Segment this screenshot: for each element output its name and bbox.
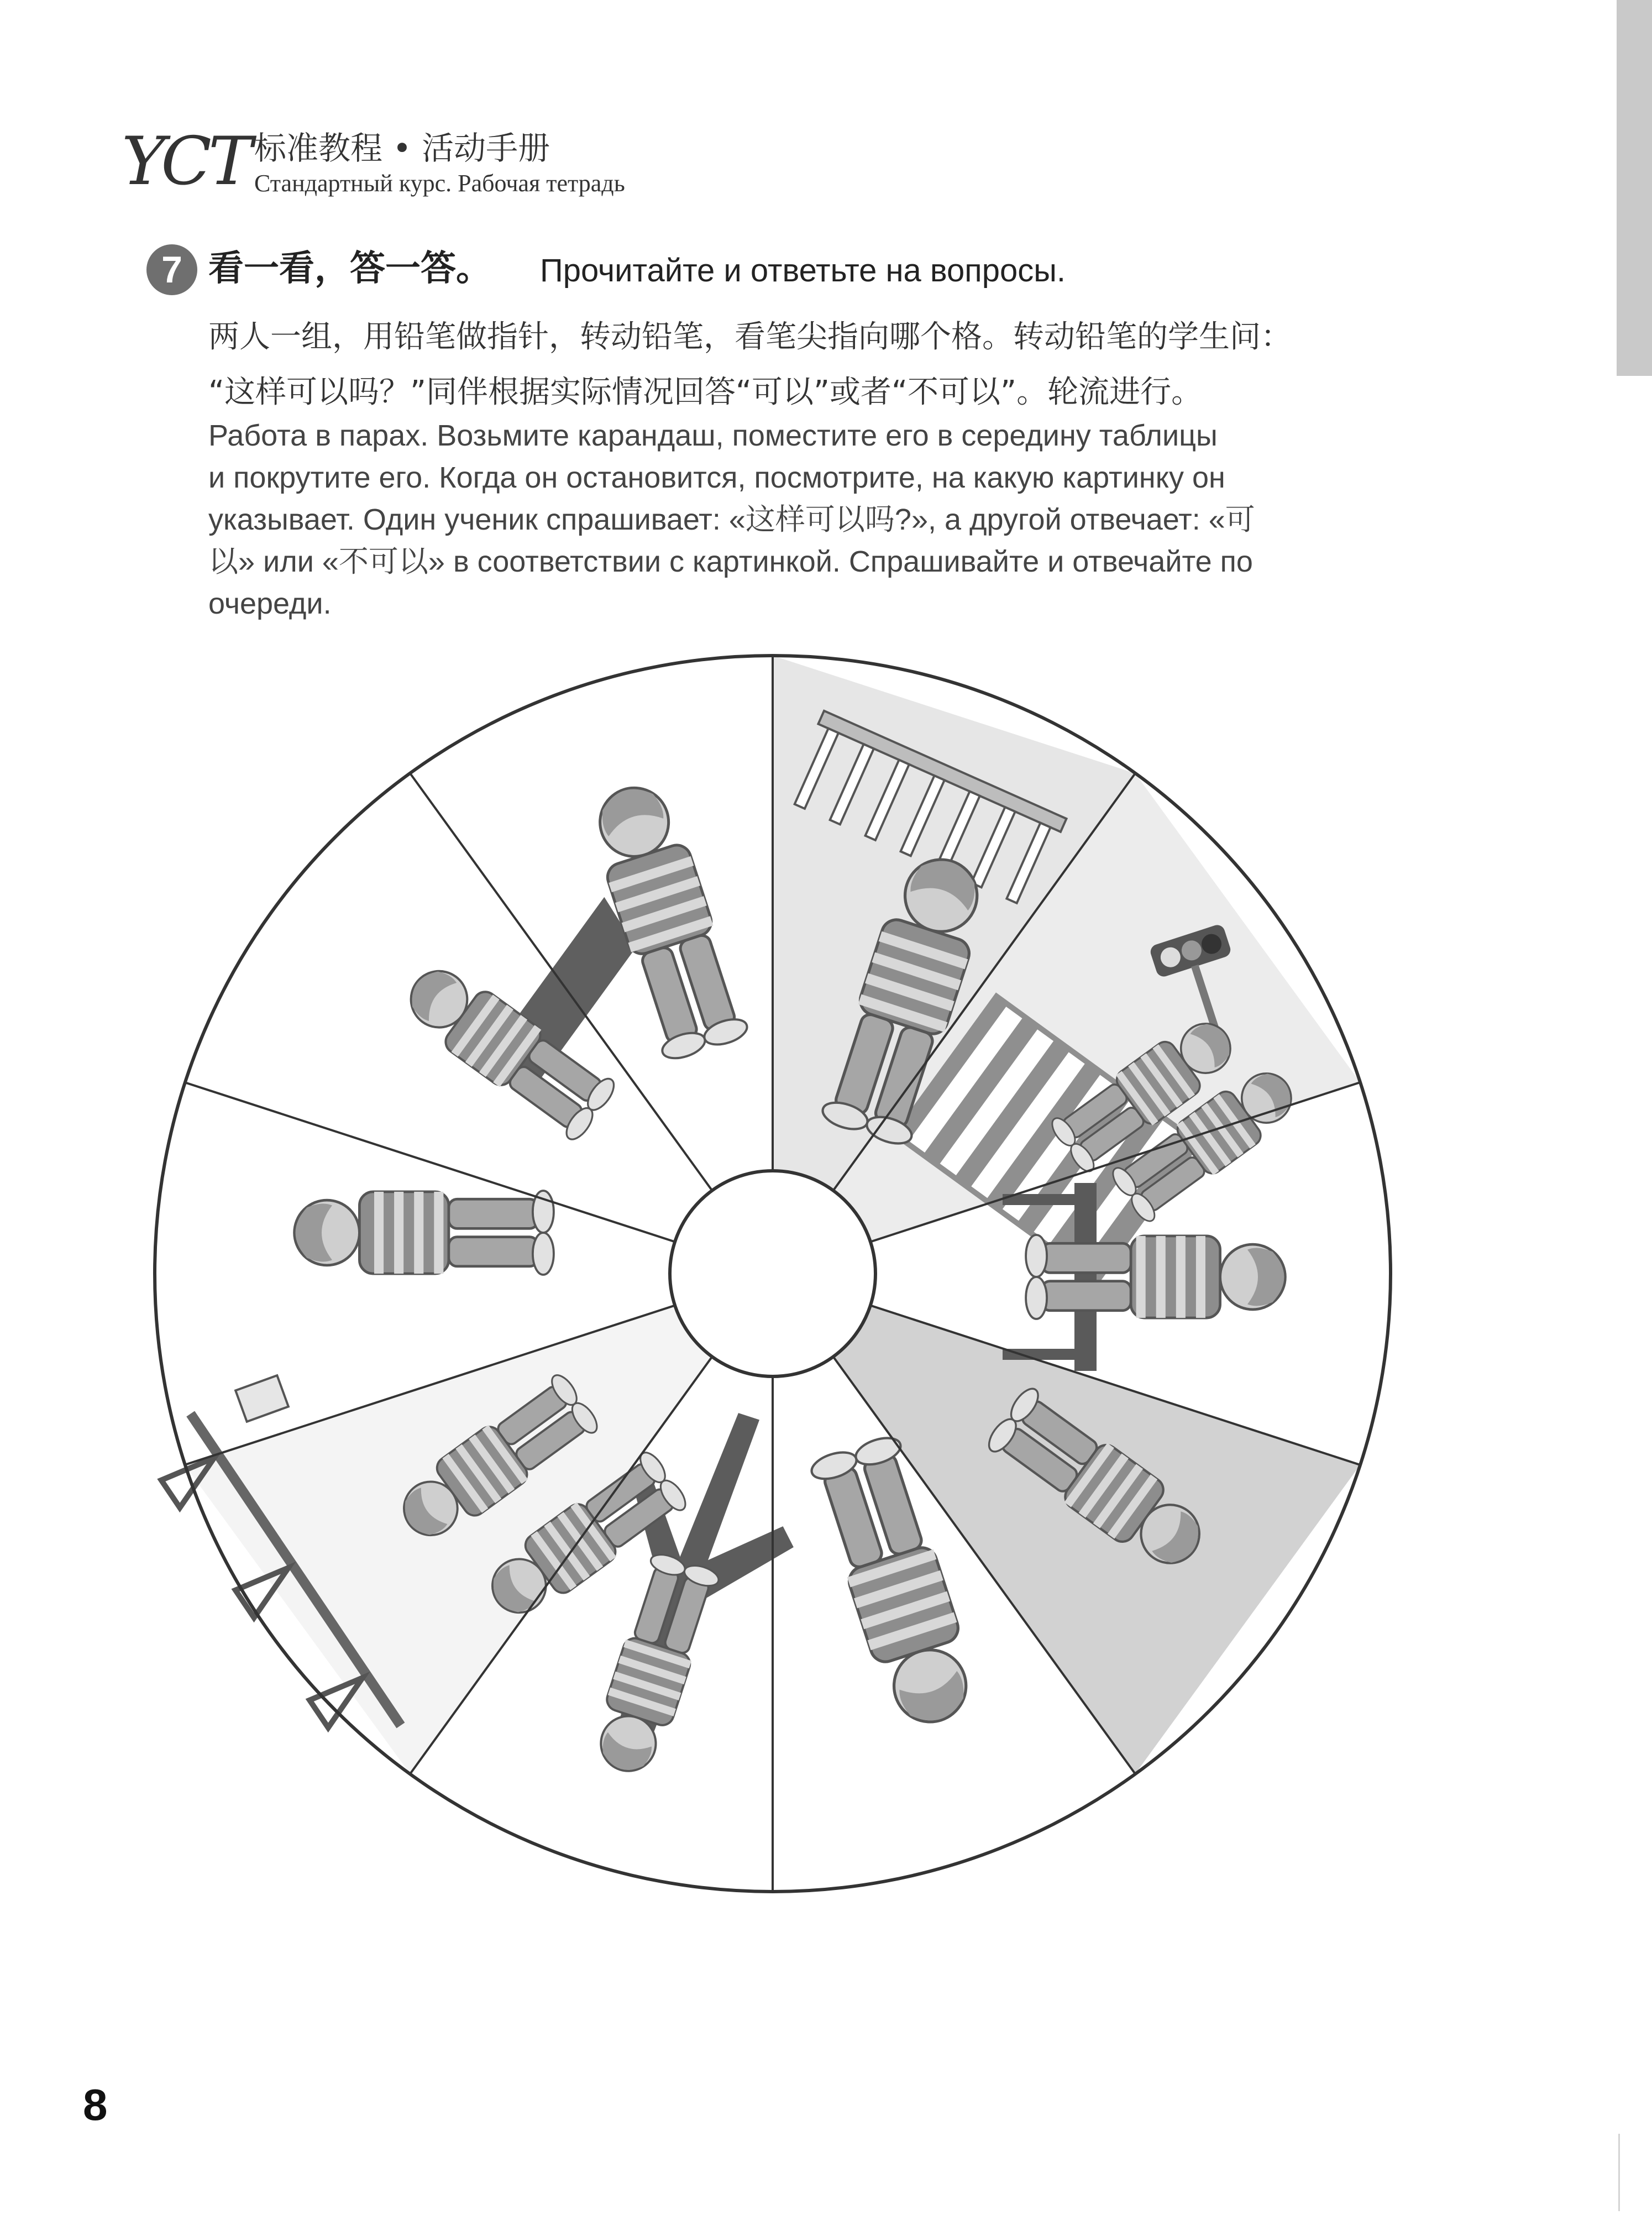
instruction-ru-line: указывает. Один ученик спрашивает: «这样可以吗?», а другой отвечает: «可 (208, 503, 1255, 536)
instruction-cn-line: 两人一组，用铅笔做指针，转动铅笔，看笔尖指向哪个格。转动铅笔的学生问： (208, 319, 1292, 355)
header-title-cn: 标准教程 • 活动手册 (254, 129, 550, 167)
instruction-ru-line: 以» или «不可以» в соответствии с картинкой. Спрашивайте и отвечайте по (208, 545, 1253, 578)
instruction-cn (208, 310, 1579, 420)
instruction-ru-line: Работа в парах. Возьмите карандаш, поместите его в середину таблицы (208, 419, 1218, 452)
instruction-ru-line: очереди. (208, 587, 332, 620)
wheel-center-hub[interactable] (670, 1171, 875, 1376)
spinner-wheel (151, 652, 1394, 1895)
page-number: 8 (83, 2080, 108, 2129)
exercise-title-cn: 看一看，答一答。 (208, 248, 491, 289)
exercise-number-badge: 7 (146, 244, 197, 295)
yct-logo: YCT (122, 123, 249, 200)
instruction-ru (208, 415, 1590, 625)
instruction-ru-line: и покрутите его. Когда он остановится, посмотрите, на какую картинку он (208, 461, 1225, 494)
instruction-cn-line: “这样可以吗？”同伴根据实际情况回答“可以”或者“不可以”。轮流进行。 (208, 374, 1203, 410)
header-title-ru: Стандартный курс. Рабочая тетрадь (254, 170, 625, 197)
margin-line (1618, 2134, 1620, 2211)
side-tab (1617, 0, 1652, 376)
exercise-title-ru: Прочитайте и ответьте на вопросы. (540, 253, 1066, 289)
